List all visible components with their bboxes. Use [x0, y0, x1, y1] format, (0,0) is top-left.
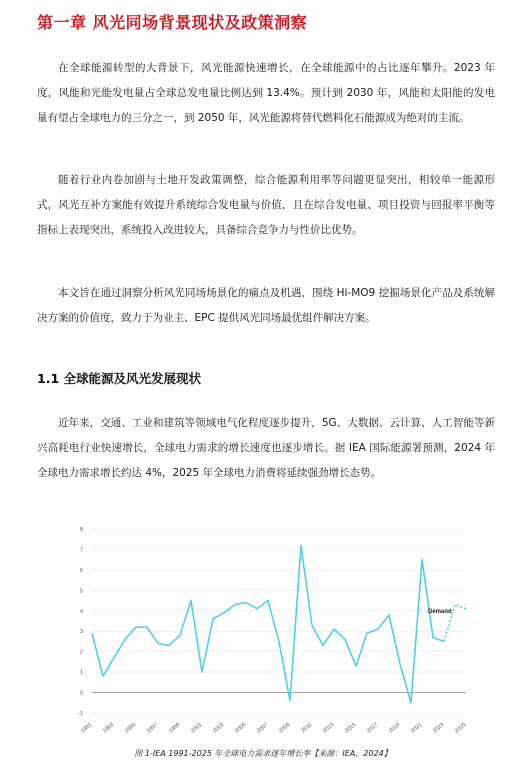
intro-paragraph-1: 在全球能源转型的大背景下，风光能源快速增长，在全球能源中的占比逐年攀升。2023 年度，风能和光能发电量占全球总发电量比例达到 13.4%。预计到 2030 年，风能和太阳能的发电量有望占全球电力的三分之一，到 2050 年，风光能源将替代燃料化石能源成为绝对的主流。 — [37, 62, 495, 124]
x-tick-label: 1991 — [80, 721, 94, 735]
section-paragraph-1: 近年来，交通、工业和建筑等领域电气化程度逐步提升，5G、大数据、云计算、人工智能等新兴高耗电行业快速增长，全球电力需求的增长速度也逐步增长。据 IEA 国际能源署预测，2024 年全球电力需求增长约达 4%，2025 年全球电力消费将延续强劲增长态势。 — [37, 417, 495, 479]
x-tick-label: 2015 — [344, 721, 358, 735]
x-tick-label: 2023 — [432, 721, 446, 735]
intro-paragraph-2: 随着行业内卷加剧与土地开发政策调整，综合能源利用率等问题更显突出，相较单一能源形式，风光互补方案能有效提升系统综合发电量与价值，且在综合发电量、项目投资与回报率平衡等指标上表现突出，系统投入改进较大，具备综合竞争力与性价比优势。 — [37, 174, 495, 236]
intro-paragraph-3: 本文旨在通过洞察分析风光同场场景化的痛点及机遇，围绕 Hi-MO9 挖掘场景化产品及系统解决方案的价值度，致力于为业主、EPC 提供风光同场最优组件解决方案。 — [37, 287, 495, 324]
x-tick-label: 2005 — [234, 721, 248, 735]
y-tick-label: -1 — [78, 711, 83, 717]
x-tick-label: 2011 — [300, 721, 314, 735]
y-tick-label: 0 — [79, 690, 83, 697]
x-tick-label: 2009 — [278, 721, 292, 735]
x-tick-label: 1997 — [146, 721, 160, 735]
y-tick-label: 1 — [79, 670, 83, 677]
y-tick-label: 5 — [79, 588, 83, 595]
x-tick-label: 2001 — [190, 721, 204, 735]
x-tick-label: 2021 — [410, 721, 424, 735]
chapter-title: 第一章 风光同场背景现状及政策洞察 — [37, 13, 308, 32]
y-tick-label: 3 — [79, 629, 83, 636]
y-tick-label: 8 — [79, 527, 83, 533]
x-tick-label: 2013 — [322, 721, 336, 735]
figure-caption: 图 1-IEA 1991-2025 年全球电力需求逐年增长率【来源：IEA，2024】 — [134, 749, 392, 758]
y-tick-label: 2 — [79, 649, 83, 656]
section-title: 1.1 全球能源及风光发展现状 — [37, 371, 201, 386]
x-tick-label: 1995 — [124, 721, 138, 735]
x-tick-label: 2003 — [212, 721, 226, 735]
growth-rate-line — [92, 545, 444, 702]
y-tick-label: 7 — [79, 547, 83, 554]
y-tick-label: 4 — [79, 608, 83, 615]
x-tick-label: 2007 — [256, 721, 270, 735]
x-tick-label: 1993 — [102, 721, 116, 735]
y-tick-label: 6 — [79, 567, 83, 574]
x-tick-label: 2017 — [366, 721, 380, 735]
x-tick-label: 2025 — [454, 721, 468, 735]
demand-annotation: Demand — [428, 608, 452, 615]
x-tick-label: 1999 — [168, 721, 182, 735]
electricity-demand-growth-chart — [74, 521, 470, 743]
x-tick-label: 2019 — [388, 721, 402, 735]
